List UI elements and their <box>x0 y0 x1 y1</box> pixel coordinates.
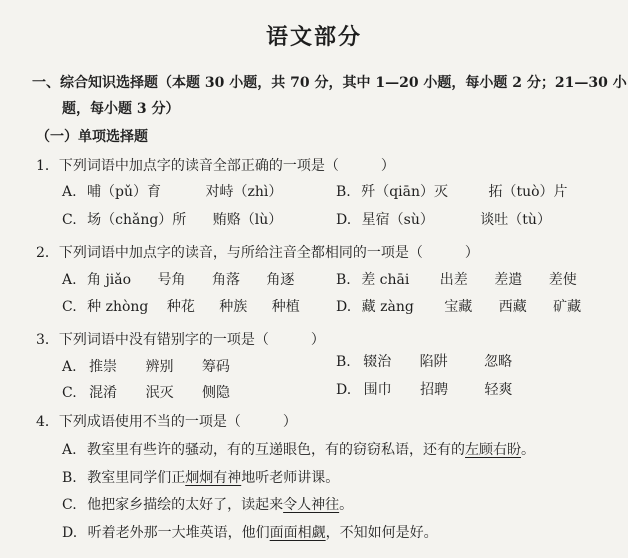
option-word: 种植 <box>271 299 300 315</box>
option-word: 对峙（zhì） <box>205 184 283 200</box>
option-word: 角落 <box>211 272 240 288</box>
option-word: 角逐 <box>266 272 295 288</box>
section-heading: 一、综合知识选择题（本题 30 小题，共 70 分，其中 1—20 小题，每小题 2 分；21—30 小 <box>32 75 627 91</box>
option-text-end: ，不知如何是好。 <box>325 525 438 541</box>
option-word: 种族 <box>219 299 248 315</box>
idiom-underlined: 面面相觑 <box>269 525 326 541</box>
q3-option-a <box>62 358 230 376</box>
option-label: B. <box>336 354 351 370</box>
option-text: 教室里同学们正 <box>87 470 186 486</box>
question-3-stem: 3．下列词语中没有错别字的一项是（ ） <box>36 332 325 348</box>
option-word: 侧隐 <box>202 385 231 401</box>
option-word: 谈吐（tù） <box>480 212 551 228</box>
option-word: 场（chǎng）所 <box>87 212 187 228</box>
subheading: （一）单项选择题 <box>36 129 148 145</box>
option-word: 泯灭 <box>145 385 174 401</box>
q2-option-a <box>62 271 294 289</box>
option-word: 招聘 <box>420 382 449 398</box>
option-word: 差遣 <box>494 272 523 288</box>
question-4-stem: 4．下列成语使用不当的一项是（ ） <box>36 414 297 430</box>
option-label: A. <box>62 359 77 375</box>
q2-option-d <box>336 298 581 316</box>
option-word: 出差 <box>439 272 468 288</box>
option-word: 宝藏 <box>444 299 473 315</box>
q4-option-a <box>62 441 535 459</box>
question-1-stem: 1．下列词语中加点字的读音全部正确的一项是（ ） <box>36 158 395 174</box>
q3-option-c <box>62 384 230 402</box>
option-label: A. <box>62 272 77 288</box>
option-text-end: 地听老师讲课。 <box>241 470 340 486</box>
option-word: 种花 <box>166 299 195 315</box>
q3-option-b <box>336 353 512 371</box>
option-word: 差使 <box>548 272 577 288</box>
section-heading-cont: 题，每小题 3 分） <box>62 101 180 117</box>
option-word: 忽略 <box>484 354 513 370</box>
q3-option-d <box>336 381 513 399</box>
option-word: 推崇 <box>89 359 118 375</box>
option-word: 角 jiǎo <box>87 272 132 288</box>
option-text-end: 。 <box>521 442 536 458</box>
option-word: 辍治 <box>363 354 392 370</box>
option-label: C. <box>62 212 77 228</box>
q1-option-b <box>336 183 568 201</box>
option-word: 筹码 <box>201 359 230 375</box>
option-label: C. <box>62 299 77 315</box>
q1-option-c <box>62 211 282 229</box>
idiom-underlined: 令人神往 <box>283 497 340 513</box>
option-word: 号角 <box>157 272 186 288</box>
option-word: 拓（tuò）片 <box>488 184 568 200</box>
option-word: 差 chāi <box>361 272 410 288</box>
option-word: 藏 zàng <box>361 299 414 315</box>
option-word: 轻爽 <box>484 382 513 398</box>
option-word: 矿藏 <box>553 299 582 315</box>
option-label: D. <box>336 299 352 315</box>
option-word: 混淆 <box>89 385 118 401</box>
option-text: 他把家乡描绘的太好了，读起来 <box>87 497 284 513</box>
q4-option-b <box>62 469 339 487</box>
question-2-stem: 2．下列词语中加点字的读音，与所给注音全都相同的一项是（ ） <box>36 245 479 261</box>
option-label: D. <box>62 525 78 541</box>
option-text: 教室里有些许的骚动，有的互递眼色，有的窃窃私语，还有的 <box>87 442 466 458</box>
option-word: 歼（qiān）灭 <box>361 184 449 200</box>
option-text-end: 。 <box>339 497 354 513</box>
idiom-underlined: 炯炯有神 <box>185 470 242 486</box>
option-label: D. <box>336 382 352 398</box>
option-label: B. <box>336 272 351 288</box>
option-label: A. <box>62 442 77 458</box>
option-text: 听着老外那一大堆英语，他们 <box>87 525 270 541</box>
q4-option-c <box>62 496 353 514</box>
option-label: B. <box>62 470 77 486</box>
q4-option-d <box>62 524 438 542</box>
option-word: 陷阱 <box>419 354 448 370</box>
q1-option-a <box>62 183 282 201</box>
option-word: 西藏 <box>498 299 527 315</box>
option-word: 哺（pǔ）育 <box>87 184 161 200</box>
idiom-underlined: 左顾右盼 <box>465 442 522 458</box>
option-label: D. <box>336 212 352 228</box>
option-word: 种 zhòng <box>87 299 149 315</box>
option-label: B. <box>336 184 351 200</box>
option-word: 星宿（sù） <box>361 212 434 228</box>
page-title: 语文部分 <box>265 24 362 50</box>
q2-option-b <box>336 271 577 289</box>
q2-option-c <box>62 298 300 316</box>
q1-option-d <box>336 211 551 229</box>
option-word: 贿赂（lù） <box>212 212 283 228</box>
option-label: A. <box>62 184 77 200</box>
option-word: 围巾 <box>363 382 392 398</box>
option-label: C. <box>62 385 77 401</box>
option-word: 辨别 <box>145 359 174 375</box>
option-label: C. <box>62 497 77 513</box>
